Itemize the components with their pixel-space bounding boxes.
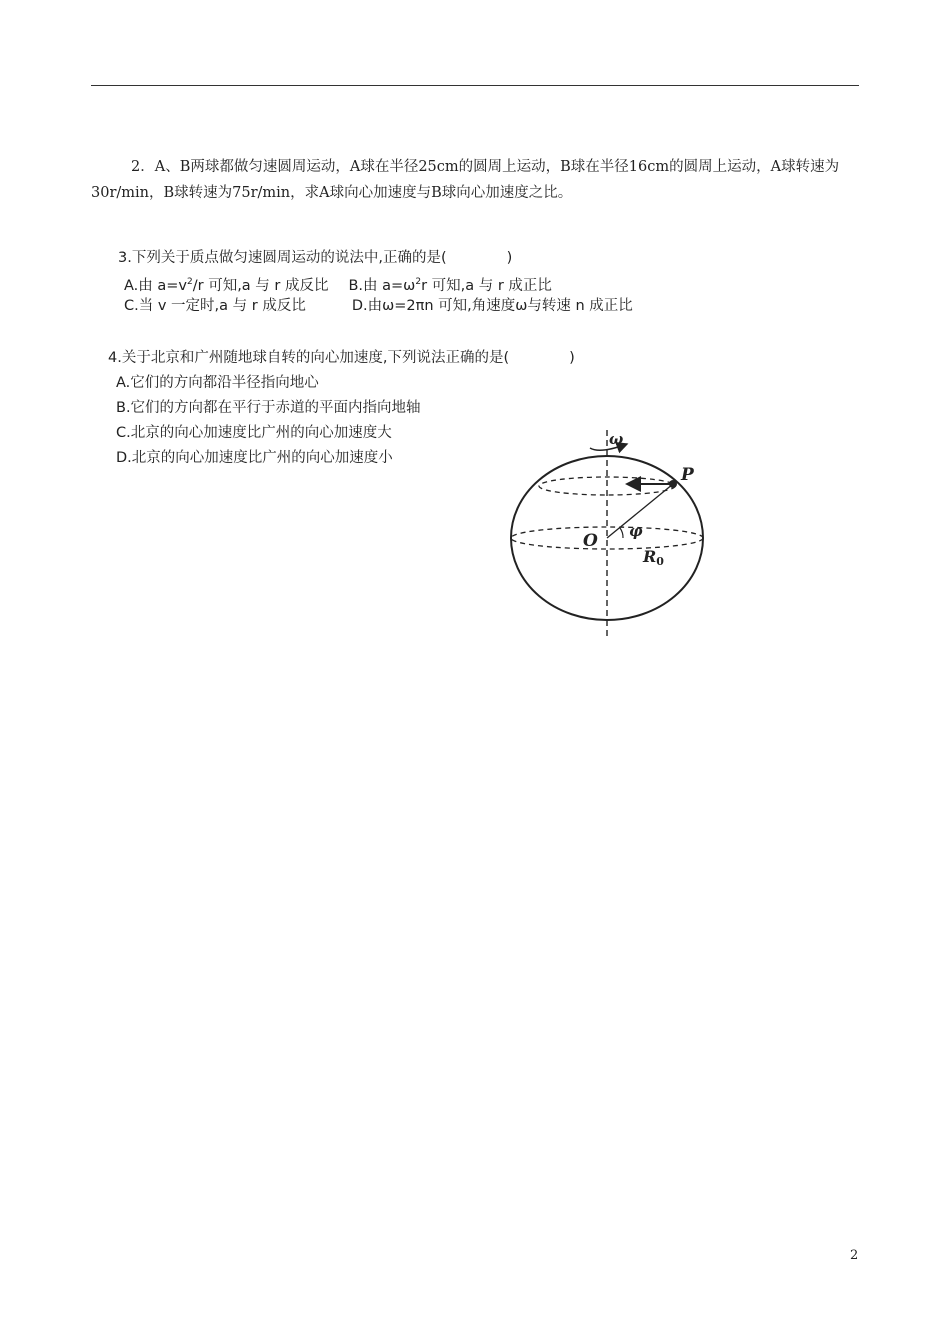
option-d: D.由ω=2πn 可知,角速度ω与转速 n 成正比 xyxy=(351,298,633,314)
question-3 xyxy=(118,246,633,318)
option-c: C.当 v 一定时,a 与 r 成反比 xyxy=(124,298,306,314)
page-number: 2 xyxy=(850,1248,859,1263)
option-c: C.北京的向心加速度比广州的向心加速度大 xyxy=(116,425,392,441)
earth-rotation-figure xyxy=(505,428,720,643)
point-p xyxy=(669,480,677,488)
angle-arc xyxy=(620,528,623,538)
option-b: B.它们的方向都在平行于赤道的平面内指向地轴 xyxy=(116,400,421,416)
question-3-stem: 3.下列关于质点做匀速圆周运动的说法中,正确的是( ) xyxy=(118,250,513,266)
question-4-stem: 4.关于北京和广州随地球自转的向心加速度,下列说法正确的是( ) xyxy=(108,350,575,366)
p-label: P xyxy=(681,465,694,485)
option-a: A.由 $a=v^2/r$ 可知,a 与 r 成反比 xyxy=(124,277,329,294)
o-label: O xyxy=(583,531,598,551)
option-a: A.它们的方向都沿半径指向地心 xyxy=(116,375,319,391)
question-3-options-cd xyxy=(124,294,633,318)
header-rule xyxy=(91,85,859,86)
option-b: B.由 $a=\omega^2r$ 可知,a 与 r 成正比 xyxy=(348,277,552,294)
question-3-options-ab xyxy=(124,270,633,294)
option-d: D.北京的向心加速度比广州的向心加速度小 xyxy=(116,450,393,466)
r0-label: R0 xyxy=(643,547,664,568)
question-2: 2．A、B两球都做匀速圆周运动，A球在半径25cm的圆周上运动，B球在半径16cm的圆周上运动，A球转速为30r/min，B球转速为75r/min，求A球向心加速度与B球向心加速度之比。 xyxy=(91,159,840,201)
omega-label: ω xyxy=(609,430,624,448)
phi-label: φ xyxy=(629,522,643,540)
